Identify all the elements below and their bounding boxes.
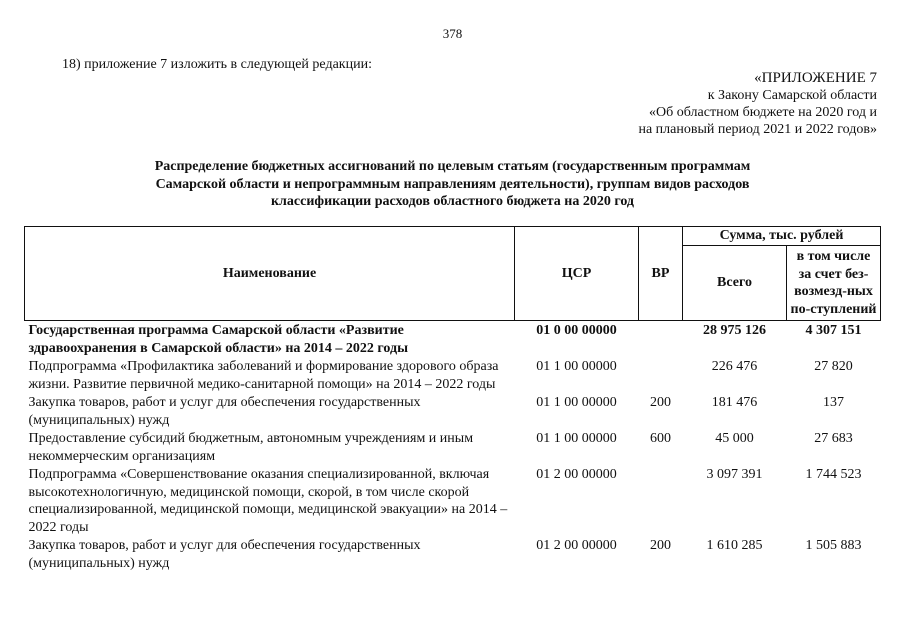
table-row — [25, 536, 881, 572]
row-free: 137 — [823, 395, 844, 410]
row-vr — [639, 357, 683, 393]
header-csr: ЦСР — [515, 227, 639, 321]
row-csr: 01 1 00 00000 — [536, 431, 617, 446]
row-free: 4 307 151 — [805, 323, 862, 338]
row-free: 1 744 523 — [805, 467, 862, 482]
header-vr: ВР — [639, 227, 683, 321]
row-csr: 01 2 00 00000 — [536, 467, 617, 482]
row-csr: 01 0 00 00000 — [536, 323, 617, 338]
row-total: 28 975 126 — [703, 323, 766, 338]
appendix-line-1: «ПРИЛОЖЕНИЕ 7 — [754, 70, 877, 86]
row-free: 27 683 — [814, 431, 853, 446]
row-vr — [639, 321, 683, 358]
table-row — [25, 429, 881, 465]
table-row — [25, 393, 881, 429]
row-free: 27 820 — [814, 359, 853, 374]
title-line-3: классификации расходов областного бюджета на 2020 год — [270, 194, 635, 209]
appendix-line-4: на плановый период 2021 и 2022 годов» — [638, 122, 877, 137]
row-csr: 01 1 00 00000 — [536, 359, 617, 374]
header-total: Всего — [683, 246, 787, 321]
page-number: 378 — [442, 26, 463, 41]
budget-table — [24, 226, 881, 572]
row-vr: 200 — [650, 538, 671, 553]
row-name: Закупка товаров, работ и услуг для обеспечения государственных (муниципальных) нужд — [28, 395, 421, 428]
row-csr: 01 1 00 00000 — [536, 395, 617, 410]
row-vr: 600 — [650, 431, 671, 446]
appendix-header — [557, 70, 877, 138]
row-vr — [639, 465, 683, 536]
header-name: Наименование — [25, 227, 515, 321]
title-line-2: Самарской области и непрограммным направлениям деятельности), группам видов расходов — [155, 176, 750, 192]
table-row — [25, 465, 881, 536]
row-total: 226 476 — [711, 359, 758, 374]
row-csr: 01 2 00 00000 — [536, 538, 617, 553]
row-name: Закупка товаров, работ и услуг для обеспечения государственных (муниципальных) нужд — [28, 538, 421, 571]
table-row — [25, 357, 881, 393]
row-name: Подпрограмма «Профилактика заболеваний и формирование здорового образа жизни. Развитие первичной медико-санитарной помощи» на 2014 – 2022 годы — [28, 359, 499, 392]
appendix-line-2: к Закону Самарской области — [707, 88, 877, 103]
row-total: 181 476 — [711, 395, 758, 410]
title-line-1: Распределение бюджетных ассигнований по целевым статьям (государственным программам — [154, 159, 751, 174]
header-sum: Сумма, тыс. рублей — [683, 227, 881, 246]
row-total: 45 000 — [715, 431, 754, 446]
row-total: 1 610 285 — [706, 538, 763, 553]
appendix-line-3: «Об областном бюджете на 2020 год и — [649, 105, 877, 120]
header-free: в том числе за счет без-возмезд-ных по-ступлений — [787, 246, 881, 321]
row-vr: 200 — [650, 395, 671, 410]
intro-text: 18) приложение 7 изложить в следующей редакции: — [62, 57, 372, 72]
document-title — [100, 158, 805, 211]
table-row — [25, 321, 881, 358]
row-name: Государственная программа Самарской области «Развитие здравоохранения в Самарской области» на 2014 – 2022 годы — [28, 323, 409, 356]
row-name: Подпрограмма «Совершенствование оказания специализированной, включая высокотехнологичную, медицинской помощи, скорой, в том числе скорой специализированной, медицинской помощи, медицинской эвакуации» на 2014 – 2022 годы — [28, 467, 508, 535]
row-total: 3 097 391 — [706, 467, 763, 482]
row-name: Предоставление субсидий бюджетным, автономным учреждениям и иным некоммерческим организациям — [28, 431, 474, 464]
row-free: 1 505 883 — [805, 538, 862, 553]
